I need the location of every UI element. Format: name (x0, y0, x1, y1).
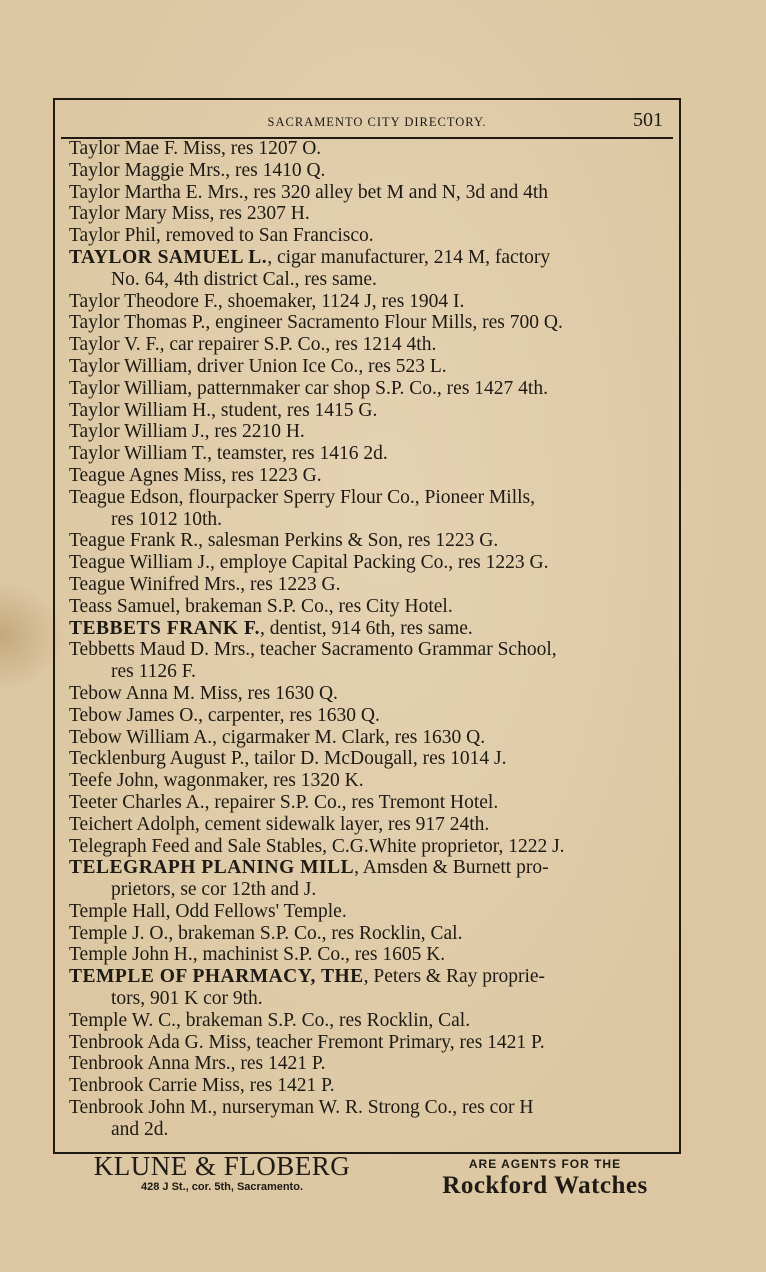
directory-entry (69, 574, 665, 596)
directory-entry (69, 618, 665, 640)
entry-bold-name: TELEGRAPH PLANING MILL (69, 857, 355, 879)
directory-entry (69, 596, 665, 618)
directory-entry (69, 1075, 665, 1097)
entry-text: Teeter Charles A., repairer S.P. Co., res Tremont Hotel. (69, 791, 499, 813)
entry-continuation: No. 64, 4th district Cal., res same. (111, 268, 377, 290)
directory-entry (69, 443, 665, 465)
ad-firm-address: 428 J St., cor. 5th, Sacramento. (140, 1181, 303, 1193)
directory-entry (69, 1053, 665, 1075)
directory-entry (69, 705, 665, 727)
directory-entry (69, 291, 665, 313)
entry-continuation: tors, 901 K cor 9th. (111, 988, 263, 1010)
directory-entry (69, 312, 665, 334)
directory-entry (69, 334, 665, 356)
entry-continuation: prietors, se cor 12th and J. (111, 879, 317, 901)
directory-entry (69, 182, 665, 204)
entry-text: Taylor William, driver Union Ice Co., res 523 L. (69, 355, 447, 377)
running-title: SACRAMENTO CITY DIRECTORY. (267, 115, 487, 129)
entry-text: Taylor William, patternmaker car shop S.P. Co., res 1427 4th. (69, 377, 548, 399)
directory-entry (69, 944, 665, 966)
directory-entry (69, 857, 665, 901)
directory-entry (69, 966, 665, 1010)
directory-entry (69, 421, 665, 443)
directory-entry (69, 1097, 665, 1141)
directory-entry (69, 770, 665, 792)
ad-firm-name: KLUNE & FLOBERG (93, 1151, 351, 1181)
directory-entry (69, 247, 665, 291)
entry-continuation: res 1012 10th. (111, 508, 223, 530)
directory-entry (69, 530, 665, 552)
directory-entry (69, 901, 665, 923)
entry-text: Taylor Mary Miss, res 2307 H. (69, 203, 310, 225)
entry-text: , Peters & Ray proprie- (363, 966, 546, 988)
directory-entry (69, 639, 665, 683)
directory-entry (69, 748, 665, 770)
entry-text: Teague Edson, flourpacker Sperry Flour Co., Pioneer Mills, (69, 486, 536, 508)
running-head (55, 106, 679, 136)
directory-entry (69, 225, 665, 247)
entry-text: Tebow William A., cigarmaker M. Clark, res 1630 Q. (69, 726, 486, 748)
ad-product-name: Rockford Watches (442, 1172, 648, 1199)
entry-text: , Amsden & Burnett pro- (354, 857, 549, 879)
entry-text: , dentist, 914 6th, res same. (259, 617, 473, 639)
entry-text: Teague Frank R., salesman Perkins & Son, res 1223 G. (69, 530, 499, 552)
directory-entry (69, 356, 665, 378)
entry-text: , cigar manufacturer, 214 M, factory (267, 246, 551, 268)
entry-text: Tenbrook Carrie Miss, res 1421 P. (69, 1075, 335, 1097)
entry-text: Teass Samuel, brakeman S.P. Co., res City Hotel. (69, 595, 453, 617)
entry-text: Taylor William T., teamster, res 1416 2d. (69, 443, 388, 465)
entry-text: Taylor Maggie Mrs., res 1410 Q. (69, 159, 326, 181)
entry-text: Teague Winifred Mrs., res 1223 G. (69, 573, 341, 595)
entry-text: Taylor Phil, removed to San Francisco. (69, 225, 374, 247)
entry-text: Temple W. C., brakeman S.P. Co., res Rocklin, Cal. (69, 1009, 471, 1031)
ad-product-block (395, 1156, 695, 1200)
directory-entry (69, 400, 665, 422)
entry-text: Telegraph Feed and Sale Stables, C.G.White proprietor, 1222 J. (69, 835, 565, 857)
ad-firm-block (52, 1152, 392, 1194)
entry-text: Tenbrook John M., nurseryman W. R. Strong Co., res cor H (69, 1097, 534, 1119)
entry-bold-name: TEBBETS FRANK F. (69, 617, 260, 639)
entry-bold-name: TAYLOR SAMUEL L. (69, 246, 268, 268)
entry-text: Tenbrook Anna Mrs., res 1421 P. (69, 1053, 326, 1075)
entry-text: Taylor William H., student, res 1415 G. (69, 399, 378, 421)
advertisement-footer (50, 1150, 700, 1210)
entry-text: Temple John H., machinist S.P. Co., res 1605 K. (69, 944, 446, 966)
directory-entry (69, 1010, 665, 1032)
entry-bold-name: TEMPLE OF PHARMACY, THE (69, 966, 364, 988)
entry-text: Tebow James O., carpenter, res 1630 Q. (69, 704, 380, 726)
directory-entry (69, 792, 665, 814)
entry-text: Taylor Thomas P., engineer Sacramento Flour Mills, res 700 Q. (69, 312, 563, 334)
directory-entry (69, 814, 665, 836)
entry-text: Tecklenburg August P., tailor D. McDougall, res 1014 J. (69, 748, 507, 770)
directory-entry (69, 465, 665, 487)
page-frame (53, 98, 681, 1154)
entry-text: Taylor V. F., car repairer S.P. Co., res 1214 4th. (69, 334, 437, 356)
entry-text: Taylor Mae F. Miss, res 1207 O. (69, 138, 322, 159)
directory-entry (69, 683, 665, 705)
entry-text: Tenbrook Ada G. Miss, teacher Fremont Primary, res 1421 P. (69, 1031, 545, 1053)
directory-entry (69, 836, 665, 858)
entry-text: Temple Hall, Odd Fellows' Temple. (69, 900, 347, 922)
entry-text: Temple J. O., brakeman S.P. Co., res Rocklin, Cal. (69, 922, 463, 944)
entry-text: Teague Agnes Miss, res 1223 G. (69, 464, 322, 486)
entry-text: Tebbetts Maud D. Mrs., teacher Sacramento Grammar School, (69, 639, 557, 661)
directory-entry (69, 1032, 665, 1054)
directory-entry (69, 203, 665, 225)
ad-tagline: ARE AGENTS FOR THE (468, 1157, 622, 1171)
directory-entry (69, 160, 665, 182)
entry-text: Taylor William J., res 2210 H. (69, 421, 305, 443)
entry-text: Teefe John, wagonmaker, res 1320 K. (69, 770, 364, 792)
directory-entry (69, 138, 665, 160)
directory-entry (69, 923, 665, 945)
directory-entry (69, 487, 665, 531)
page-number: 501 (633, 109, 663, 131)
directory-entry (69, 727, 665, 749)
entry-text: Taylor Theodore F., shoemaker, 1124 J, res 1904 I. (69, 290, 465, 312)
directory-entry (69, 552, 665, 574)
entry-text: Teague William J., employe Capital Packing Co., res 1223 G. (69, 552, 549, 574)
directory-entries (69, 138, 665, 1141)
entry-continuation: res 1126 F. (111, 661, 196, 683)
entry-continuation: and 2d. (111, 1118, 169, 1140)
entry-text: Taylor Martha E. Mrs., res 320 alley bet M and N, 3d and 4th (69, 181, 548, 203)
entry-text: Teichert Adolph, cement sidewalk layer, res 917 24th. (69, 813, 490, 835)
directory-entry (69, 378, 665, 400)
entry-text: Tebow Anna M. Miss, res 1630 Q. (69, 682, 338, 704)
